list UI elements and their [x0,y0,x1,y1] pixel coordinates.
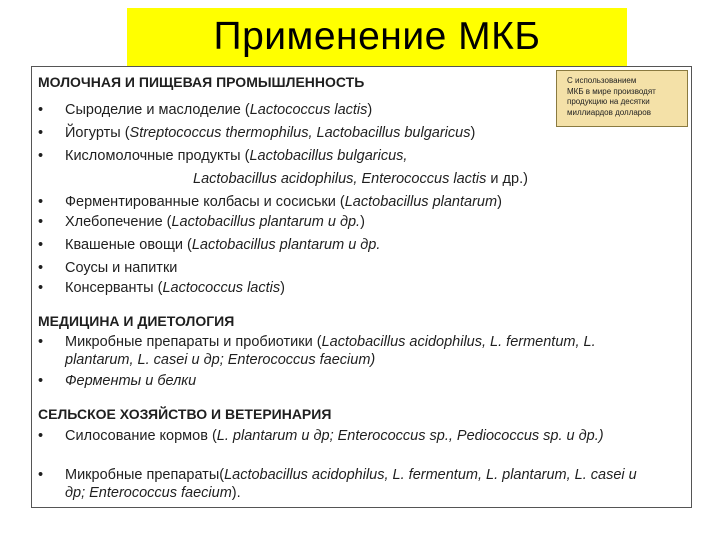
section-heading-dairy-food: МОЛОЧНАЯ И ПИЩЕВАЯ ПРОМЫШЛЕННОСТЬ [38,74,365,90]
bullet: • [38,125,44,141]
section-heading-agriculture: СЕЛЬСКОЕ ХОЗЯЙСТВО И ВЕТЕРИНАРИЯ [38,406,332,422]
bullet: • [38,237,44,253]
bullet: • [38,280,44,296]
bullet: • [38,334,44,350]
bullet: • [38,260,44,276]
note-line: миллиардов долларов [567,107,651,117]
section-heading-medicine: МЕДИЦИНА И ДИЕТОЛОГИЯ [38,313,235,329]
bullet: • [38,214,44,230]
title-banner [127,8,627,66]
bullet: • [38,373,44,389]
bullet: • [38,148,44,164]
note-line: продукцию на десятки [567,97,650,106]
bullet: • [38,194,44,210]
bullet: • [38,102,44,118]
slide-title: Применение МКБ [213,15,541,58]
note-line: С использованием [567,76,637,85]
bullet: • [38,467,44,483]
callout-note [556,70,688,127]
note-line: МКБ в мире производят [567,86,656,96]
bullet: • [38,428,44,444]
